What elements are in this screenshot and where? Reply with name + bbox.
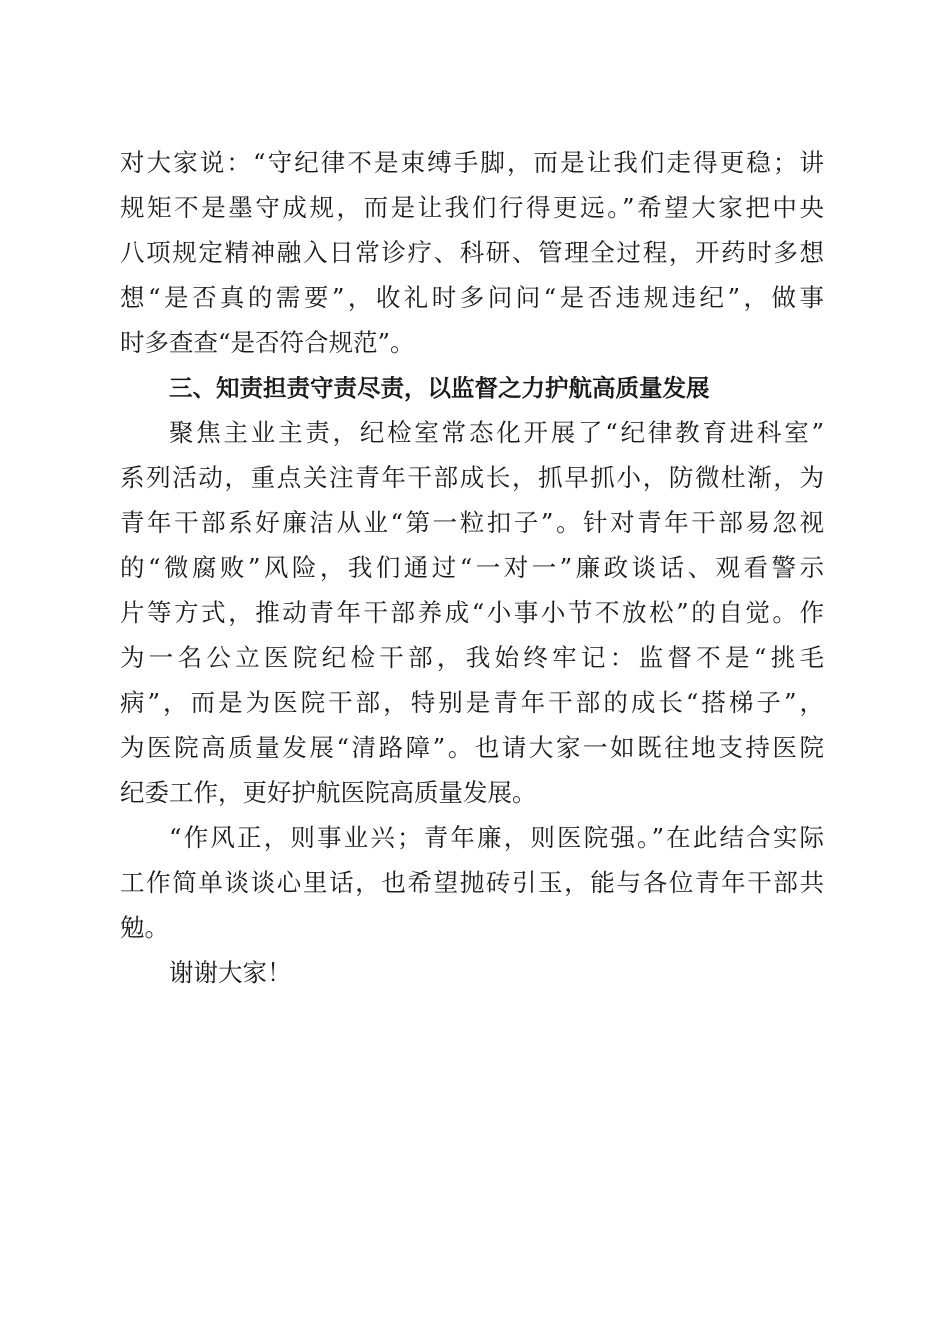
closing-line-2: 工作简单谈谈心里话，也希望抛砖引玉，能与各位青年干部共: [120, 868, 824, 897]
closing-thanks: 谢谢大家！: [169, 958, 292, 987]
paragraph-1-line-5: 时多查查“是否符合规范”。: [120, 328, 415, 357]
section-3-line-1: 聚焦主业主责，纪检室常态化开展了“纪律教育进科室”: [169, 418, 824, 447]
section-3-line-2: 系列活动，重点关注青年干部成长，抓早抓小，防微杜渐，为: [120, 463, 824, 492]
section-3-heading: 三、知责担责守责尽责，以监督之力护航高质量发展: [169, 374, 710, 402]
section-3-line-9: 纪委工作，更好护航医院高质量发展。: [120, 778, 537, 807]
paragraph-1-line-2: 规矩不是墨守成规，而是让我们行得更远。”希望大家把中央: [120, 193, 824, 222]
section-3-line-3: 青年干部系好廉洁从业“第一粒扣子”。针对青年干部易忽视: [120, 508, 824, 537]
paragraph-1-line-3: 八项规定精神融入日常诊疗、科研、管理全过程，开药时多想: [120, 238, 824, 267]
section-3-line-6: 为一名公立医院纪检干部，我始终牢记：监督不是“挑毛: [120, 643, 824, 672]
paragraph-1-line-1: 对大家说：“守纪律不是束缚手脚，而是让我们走得更稳；讲: [120, 148, 824, 177]
closing-line-1: “作风正，则事业兴；青年廉，则医院强。”在此结合实际: [169, 823, 824, 852]
section-3-line-5: 片等方式，推动青年干部养成“小事小节不放松”的自觉。作: [120, 598, 824, 627]
section-3-line-8: 为医院高质量发展“清路障”。也请大家一如既往地支持医院: [120, 733, 824, 762]
closing-line-3: 勉。: [120, 913, 169, 942]
section-3-line-4: 的“微腐败”风险，我们通过“一对一”廉政谈话、观看警示: [120, 553, 824, 582]
paragraph-1-line-4: 想“是否真的需要”，收礼时多问问“是否违规违纪”，做事: [120, 283, 824, 312]
section-3-line-7: 病”，而是为医院干部，特别是青年干部的成长“搭梯子”，: [120, 688, 824, 717]
